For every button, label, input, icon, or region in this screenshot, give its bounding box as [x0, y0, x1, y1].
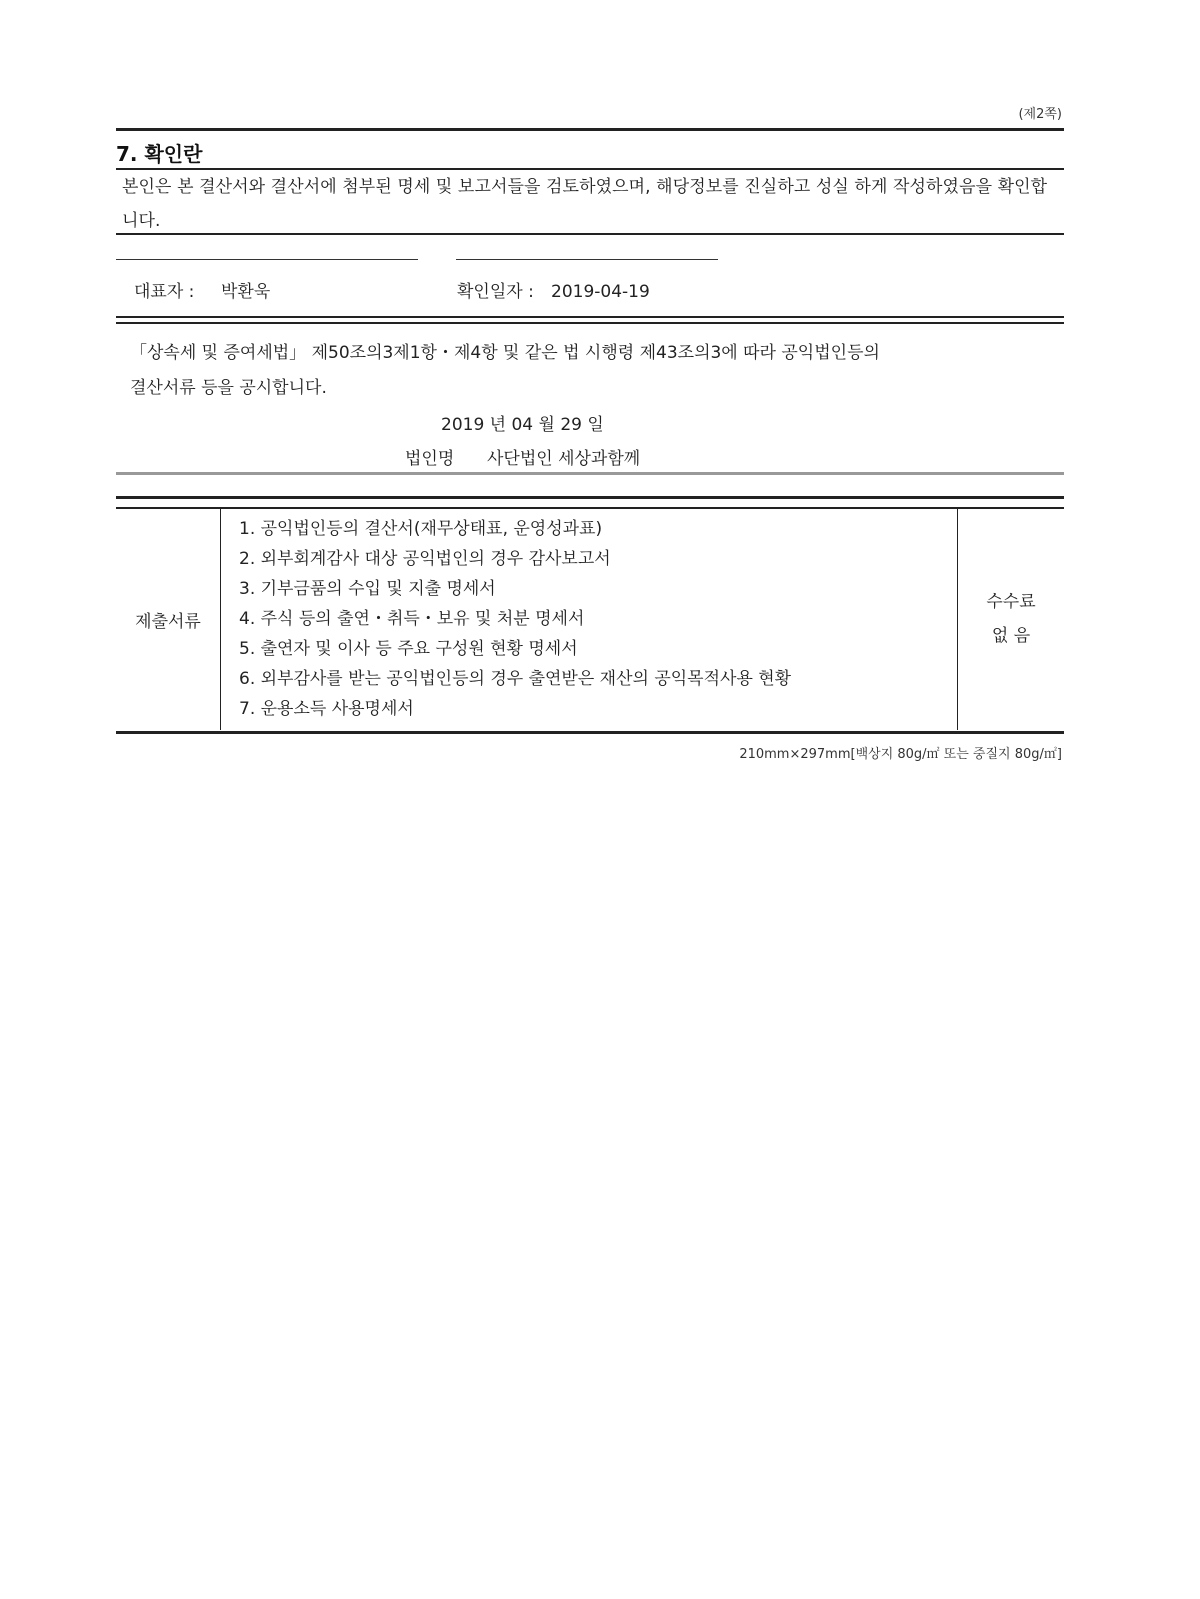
- corp-name: 사단법인 세상과함께: [487, 449, 641, 469]
- table-top-thick-rule: [116, 496, 1064, 499]
- document-item-7: 7. 운용소득 사용명세서: [239, 699, 414, 719]
- fee-cell: [958, 508, 1065, 730]
- document-item-6: 6. 외부감사를 받는 공익법인등의 경우 출연받은 재산의 공익목적사용 현황: [239, 669, 792, 689]
- confirm-date-label: 확인일자 :: [457, 282, 534, 302]
- corp-name-label: 법인명: [405, 449, 455, 469]
- paper-spec: 210mm×297mm[백상지 80g/㎡ 또는 중질지 80g/㎡]: [739, 747, 1062, 762]
- representative-name: 박환욱: [221, 282, 271, 302]
- document-item-5: 5. 출연자 및 이사 등 주요 구성원 현황 명세서: [239, 639, 578, 659]
- signature-line-right: [456, 259, 718, 260]
- documents-table: [116, 508, 1064, 730]
- notice-line-2: 결산서류 등을 공시합니다.: [130, 378, 327, 398]
- statement-bottom-rule: [116, 233, 1064, 235]
- top-thick-rule: [116, 128, 1064, 131]
- document-item-1: 1. 공익법인등의 결산서(재무상태표, 운영성과표): [239, 519, 603, 539]
- notice-date: 2019 년 04 월 29 일: [441, 415, 604, 435]
- document-item-2: 2. 외부회계감사 대상 공익법인의 경우 감사보고서: [239, 549, 611, 569]
- document-item-4: 4. 주식 등의 출연・취득・보유 및 처분 명세서: [239, 609, 585, 629]
- notice-line-1: 「상속세 및 증여세법」 제50조의3제1항・제4항 및 같은 법 시행령 제43조의3에 따라 공익법인등의: [130, 343, 880, 363]
- documents-row: [116, 508, 1064, 730]
- documents-label: 제출서류: [135, 611, 201, 632]
- page-number: (제2쪽): [1018, 107, 1062, 122]
- document-item-3: 3. 기부금품의 수입 및 지출 명세서: [239, 579, 496, 599]
- table-bottom-thick-rule: [116, 731, 1064, 734]
- section-title: 7. 확인란: [116, 142, 203, 166]
- double-rule-top: [116, 316, 1064, 318]
- confirm-date: 2019-04-19: [551, 282, 650, 302]
- representative-label: 대표자 :: [134, 282, 195, 302]
- fee-label: 수수료: [986, 592, 1036, 612]
- gray-divider: [116, 472, 1064, 475]
- double-rule-bottom: [116, 322, 1064, 324]
- signature-line-left: [116, 259, 418, 260]
- fee-value: 없 음: [991, 626, 1031, 646]
- documents-list-cell: [221, 508, 958, 730]
- confirmation-statement: 본인은 본 결산서와 결산서에 첨부된 명세 및 보고서들을 검토하였으며, 해당정보를 진실하고 성실 하게 작성하였음을 확인합니다.: [122, 177, 1048, 231]
